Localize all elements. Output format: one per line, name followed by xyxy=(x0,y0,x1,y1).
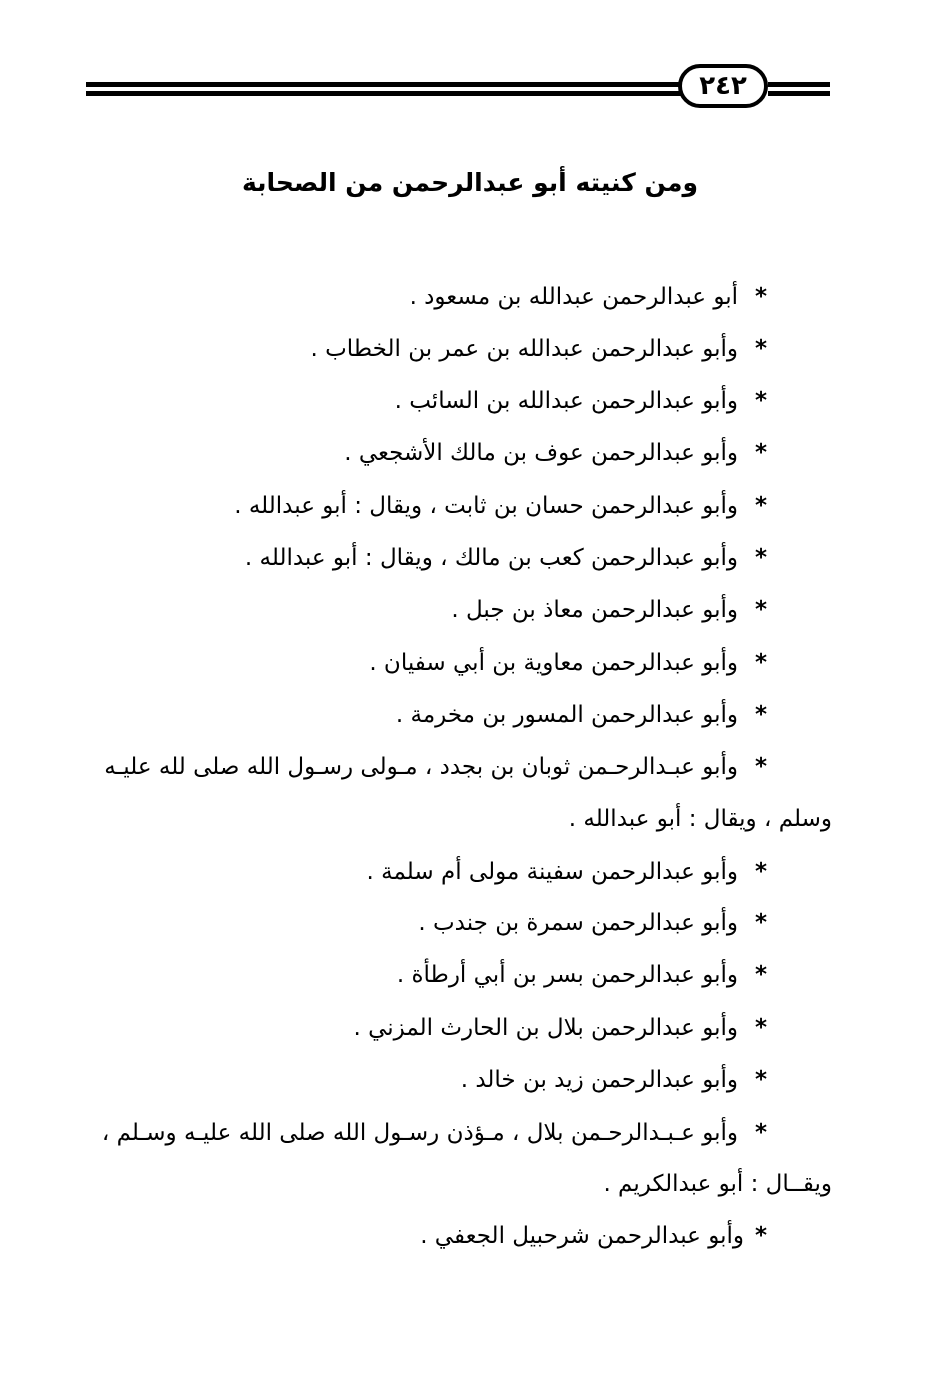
list-item xyxy=(461,1063,774,1097)
entry-text: وأبو عبدالرحمن عبدالله بن السائب . xyxy=(394,388,738,414)
entry-continuation: ويقــال : أبو عبدالكريم . xyxy=(603,1171,832,1197)
bullet-star: * xyxy=(754,1015,768,1041)
list-item xyxy=(353,1011,774,1045)
entry-text: وأبو عبدالرحمن المسور بن مخرمة . xyxy=(395,702,738,728)
entry-text: وأبو عبدالرحمن معاذ بن جبل . xyxy=(451,597,738,623)
list-item xyxy=(311,332,775,366)
entry-continuation: وسلم ، ويقال : أبو عبدالله . xyxy=(568,806,832,832)
bullet-star: * xyxy=(754,859,768,885)
bullet-star: * xyxy=(754,1067,768,1093)
bullet-star: * xyxy=(754,545,768,571)
list-item xyxy=(397,958,774,992)
bullet-star: * xyxy=(754,597,768,623)
bullet-star: * xyxy=(754,284,768,310)
list-item xyxy=(396,698,774,732)
list-item xyxy=(245,541,774,575)
entry-text: وأبو عبدالرحمن معاوية بن أبي سفيان . xyxy=(369,650,738,676)
entry-text: وأبو عبـدالرحـمن ثوبان بن بجدد ، مـولى رسـول الله صلى لله عليـه xyxy=(104,754,738,780)
section-title: ومن كنيته أبو عبدالرحمن من الصحابة xyxy=(241,168,698,197)
entry-text: وأبو عبدالرحمن كعب بن مالك ، ويقال : أبو عبدالله . xyxy=(244,545,738,571)
bullet-star: * xyxy=(754,754,768,780)
list-item xyxy=(234,489,774,523)
entry-text: وأبو عبدالرحمن زيد بن خالد . xyxy=(460,1067,738,1093)
list-item xyxy=(420,1219,774,1253)
bullet-star: * xyxy=(754,962,768,988)
entry-text: وأبو عبدالرحمن عوف بن مالك الأشجعي . xyxy=(344,440,738,466)
entry-text: وأبو عبدالرحمن سفينة مولى أم سلمة . xyxy=(366,859,738,885)
list-item xyxy=(410,280,774,314)
entry-text: وأبو عبدالرحمن عبدالله بن عمر بن الخطاب . xyxy=(310,336,738,362)
list-item xyxy=(104,750,774,784)
list-item xyxy=(369,646,774,680)
list-item xyxy=(451,593,774,627)
bullet-star: * xyxy=(754,388,768,414)
bullet-star: * xyxy=(754,440,768,466)
bullet-star: * xyxy=(754,1223,768,1249)
bullet-star: * xyxy=(754,650,768,676)
list-item xyxy=(395,384,774,418)
page-number: ٢٤٢ xyxy=(678,64,768,108)
entry-text: وأبو عـبـدالرحـمن بلال ، مـؤذن رسـول الله صلى الله عليـه وسـلم ، xyxy=(101,1120,738,1146)
list-item xyxy=(367,855,774,889)
bullet-star: * xyxy=(754,910,768,936)
bullet-star: * xyxy=(754,1120,768,1146)
list-item xyxy=(102,1116,774,1150)
bullet-star: * xyxy=(754,702,768,728)
entry-text: أبو عبدالرحمن عبدالله بن مسعود . xyxy=(409,284,738,310)
list-item xyxy=(418,906,774,940)
entry-text: وأبو عبدالرحمن بلال بن الحارث المزني . xyxy=(353,1015,738,1041)
entry-text: وأبو عبدالرحمن شرحبيل الجعفي . xyxy=(420,1223,744,1249)
entry-text: وأبو عبدالرحمن بسر بن أبي أرطأة . xyxy=(396,962,738,988)
bullet-star: * xyxy=(754,493,768,519)
entry-text: وأبو عبدالرحمن سمرة بن جندب . xyxy=(418,910,738,936)
entry-text: وأبو عبدالرحمن حسان بن ثابت ، ويقال : أبو عبدالله . xyxy=(234,493,738,519)
list-item xyxy=(344,436,774,470)
bullet-star: * xyxy=(754,336,768,362)
